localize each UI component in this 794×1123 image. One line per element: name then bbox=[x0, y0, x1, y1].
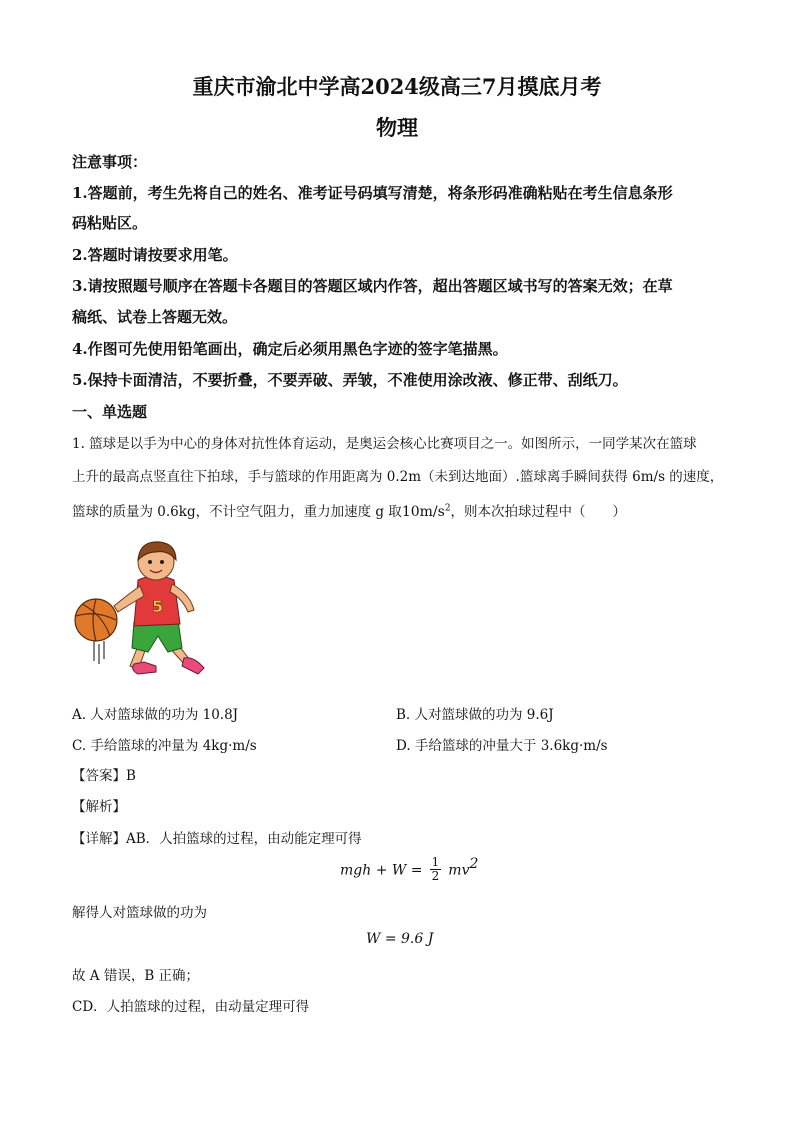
basketball bbox=[75, 599, 117, 641]
section-title: 一、单选题 bbox=[72, 403, 148, 421]
question-line: 上升的最高点竖直往下拍球，手与篮球的作用距离为 0.2m（未到达地面）.篮球离手瞬间获得 6m/s 的速度， bbox=[72, 469, 724, 485]
analysis-label: 【解析】 bbox=[72, 799, 126, 815]
conclusion-text: 故 A 错误，B 正确； bbox=[72, 968, 200, 984]
answer-label: 【答案】B bbox=[72, 768, 136, 784]
subject-title: 物理 bbox=[376, 115, 418, 140]
left-eye bbox=[148, 560, 152, 564]
basketball-player-illustration bbox=[72, 538, 212, 684]
right-eye bbox=[160, 560, 164, 564]
right-shoe bbox=[182, 658, 204, 674]
option-a[interactable]: A. 人对篮球做的功为 10.8J bbox=[72, 707, 239, 723]
note-item: 稿纸、试卷上答题无效。 bbox=[72, 308, 238, 326]
note-item: 3.请按照题号顺序在答题卡各题目的答题区域内作答，超出答题区域书写的答案无效；在草 bbox=[72, 277, 673, 295]
notes-heading: 注意事项： bbox=[72, 153, 148, 171]
left-shoe bbox=[133, 662, 156, 674]
question-line: 1. 篮球是以手为中心的身体对抗性体育运动，是奥运会核心比赛项目之一。如图所示，一同学某次在篮球 bbox=[72, 436, 697, 452]
option-d[interactable]: D. 手给篮球的冲量大于 3.6kg·m/s bbox=[396, 738, 608, 754]
jersey-number: 5 bbox=[152, 597, 164, 616]
note-item: 4.作图可先使用铅笔画出，确定后必须用黑色字迹的签字笔描黑。 bbox=[72, 340, 508, 358]
option-b[interactable]: B. 人对篮球做的功为 9.6J bbox=[396, 707, 554, 723]
page-title: 重庆市渝北中学高2024级高三7月摸底月考 bbox=[192, 74, 602, 99]
equation-energy: mgh + W = $\frac{1}{2}$ $mv^2$ bbox=[340, 855, 479, 884]
note-item: 码粘贴区。 bbox=[72, 214, 148, 232]
cd-text: CD．人拍篮球的过程，由动量定理可得 bbox=[72, 999, 310, 1015]
note-item: 5.保持卡面清洁，不要折叠，不要弄破、弄皱，不准使用涂改液、修正带、刮纸刀。 bbox=[72, 371, 628, 389]
note-item: 1.答题前，考生先将自己的姓名、准考证号码填写清楚，将条形码准确粘贴在考生信息条形 bbox=[72, 184, 673, 202]
note-item: 2.答题时请按要求用笔。 bbox=[72, 246, 238, 264]
option-c[interactable]: C. 手给篮球的冲量为 4kg·m/s bbox=[72, 738, 257, 754]
question-line: 篮球的质量为 0.6kg，不计空气阻力，重力加速度 g 取$10m/s^2$，则本次拍球过程中（ ） bbox=[72, 503, 627, 520]
solve-text: 解得人对篮球做的功为 bbox=[72, 905, 207, 921]
detail-text: 【详解】AB．人拍篮球的过程，由动能定理可得 bbox=[72, 831, 362, 847]
equation-work: W = 9.6 J bbox=[366, 931, 434, 947]
